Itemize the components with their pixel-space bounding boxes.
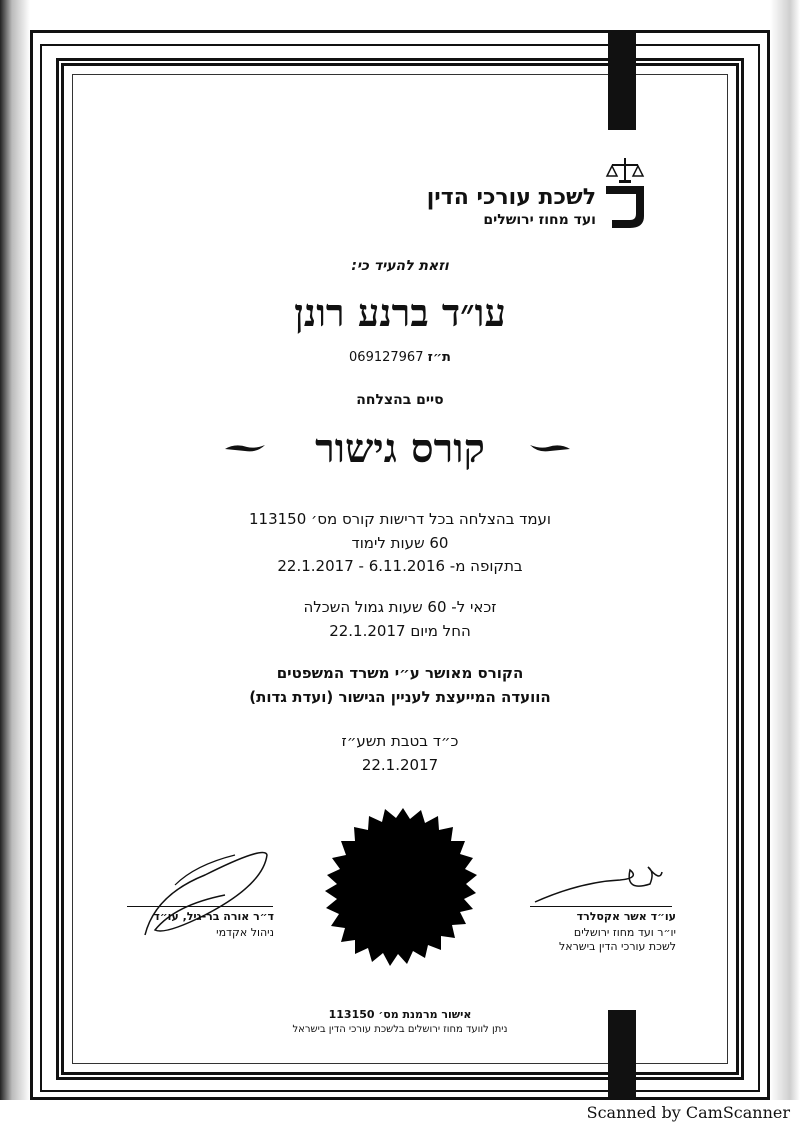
signature-line-right bbox=[530, 906, 672, 907]
hebrew-date: כ״ד בטבת תשע״ז bbox=[341, 732, 459, 750]
scales-of-justice-icon bbox=[602, 156, 648, 230]
id-number: 069127967 bbox=[349, 350, 424, 365]
period-line: בתקופה מ- 6.11.2016 - 22.1.2017 bbox=[277, 557, 523, 575]
org-subname: ועד מחוז ירושלים bbox=[483, 212, 596, 228]
seal-icon bbox=[318, 806, 488, 976]
signature-line-left bbox=[127, 906, 273, 907]
ribbon-top bbox=[608, 30, 636, 130]
right-signatory-title-1: יו״ר ועד מחוז ירושלים bbox=[573, 926, 676, 939]
completed-label: סיים בהצלחה bbox=[356, 392, 444, 408]
signature-right-icon bbox=[530, 862, 670, 912]
camscanner-watermark: Scanned by CamScanner bbox=[586, 1103, 790, 1122]
left-signatory-title: ניהול אקדמי bbox=[216, 926, 274, 939]
id-line bbox=[340, 350, 460, 365]
approval-line-1: הקורס מאושר ע״י משרד המשפטים bbox=[276, 664, 524, 682]
recipient-name: עו״ד ברנע רונן bbox=[294, 290, 506, 335]
credit-line: זכאי ל- 60 שעות גמול השכלה bbox=[303, 598, 497, 616]
bar-association-logo bbox=[602, 156, 648, 230]
footer-issued-by: ניתן לוועד מחוז ירושלים בלשכת עורכי הדין בישראל bbox=[292, 1024, 508, 1035]
flourish-right-icon bbox=[530, 440, 570, 454]
credit-start-line: החל מיום 22.1.2017 bbox=[329, 622, 471, 640]
requirements-line: ועמד בהצלחה בכל דרישות קורס מס׳ 113150 bbox=[248, 510, 552, 528]
footer-approval-number: אישור מרמנת מס׳ 113150 bbox=[328, 1008, 472, 1021]
course-title: קורס גישור bbox=[315, 425, 485, 472]
org-name: לשכת עורכי הדין bbox=[426, 185, 596, 210]
right-signatory-name: עו״ד אשר אקסלרד bbox=[576, 910, 676, 923]
hours-line: 60 שעות לימוד bbox=[351, 534, 449, 552]
right-signatory-title-2: לשכת עורכי הדין בישראל bbox=[558, 940, 676, 953]
certify-intro: וזאת להעיד כי: bbox=[351, 258, 449, 274]
id-label: ת״ז bbox=[427, 350, 451, 365]
gregorian-date: 22.1.2017 bbox=[361, 756, 439, 774]
left-signatory-name: ד״ר אורה בר-גיל, עו״ד bbox=[153, 910, 274, 923]
approval-line-2: הוועדה המייעצת לעניין הגישור (ועדת גדות) bbox=[249, 688, 551, 706]
